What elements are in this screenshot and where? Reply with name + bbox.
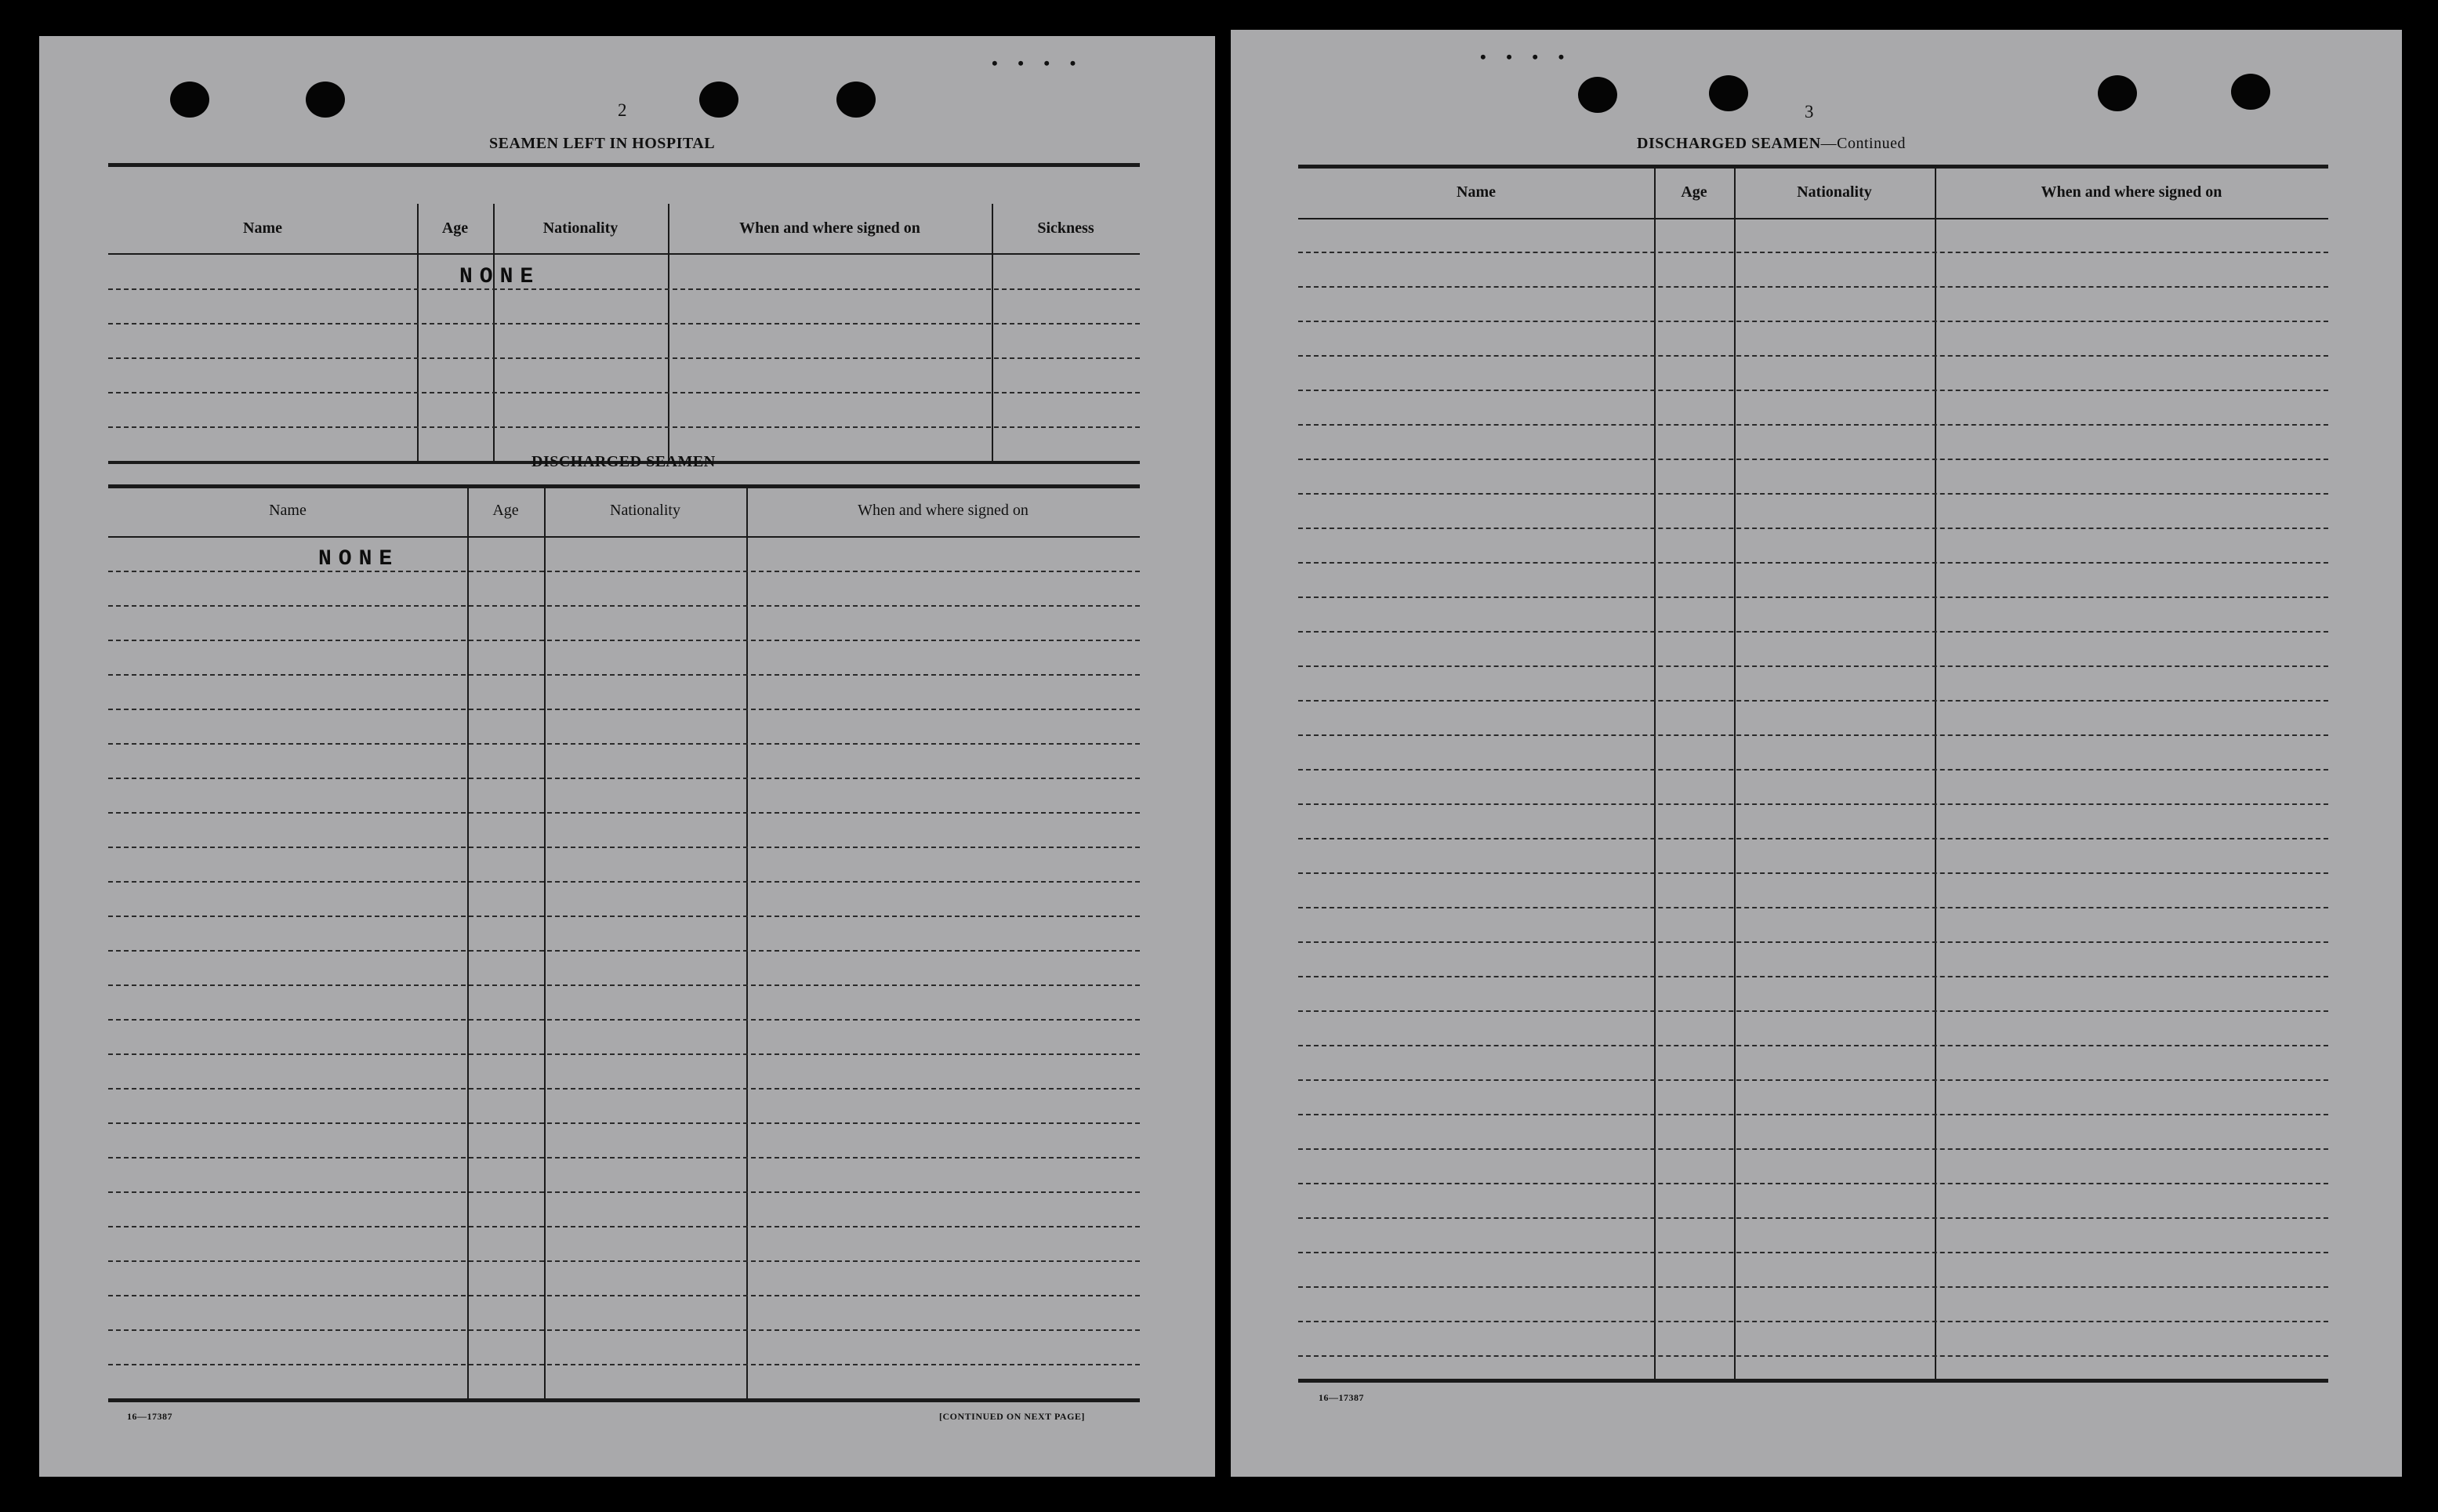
discharged-table — [108, 484, 1140, 1433]
right-section-title — [1637, 135, 1906, 153]
form-number: 16—17387 — [1319, 1392, 1364, 1403]
column-header: Nationality — [610, 502, 680, 519]
column-header: Age — [441, 219, 469, 237]
stamp-dots: • • • • — [1480, 47, 1573, 67]
punch-hole — [836, 82, 876, 118]
punch-hole — [699, 82, 738, 118]
column-header: Name — [243, 219, 282, 237]
column-header: Age — [492, 502, 519, 519]
column-header: Nationality — [1797, 183, 1872, 201]
discharged-section-title: DISCHARGED SEAMEN — [531, 453, 716, 470]
punch-hole — [2098, 75, 2137, 111]
hospital-section-title: SEAMEN LEFT IN HOSPITAL — [489, 135, 716, 152]
discharged-continued-table — [1298, 165, 2328, 1419]
hospital-table — [108, 163, 1140, 477]
section-title-main: DISCHARGED SEAMEN — [1637, 135, 1821, 152]
column-header: When and where signed on — [739, 219, 920, 237]
punch-hole — [1578, 77, 1617, 113]
left-page — [39, 36, 1215, 1477]
column-header: Name — [269, 502, 307, 519]
column-header: When and where signed on — [858, 502, 1029, 519]
punch-hole — [170, 82, 209, 118]
hospital-entry: NONE — [459, 265, 541, 289]
column-header: Name — [1457, 183, 1496, 201]
column-header: Age — [1681, 183, 1707, 201]
section-title-suffix: —Continued — [1820, 135, 1906, 152]
punch-hole — [306, 82, 345, 118]
form-number: 16—17387 — [127, 1411, 172, 1422]
punch-hole — [2231, 74, 2270, 110]
discharged-entry: NONE — [318, 547, 400, 571]
right-page — [1231, 30, 2402, 1477]
column-header: Nationality — [542, 219, 619, 237]
column-header: Sickness — [1037, 219, 1094, 237]
page-number: 3 — [1805, 102, 1814, 121]
page-number: 2 — [618, 100, 627, 120]
stamp-dots: • • • • — [992, 53, 1084, 73]
punch-hole — [1709, 75, 1748, 111]
continued-note: [CONTINUED ON NEXT PAGE] — [939, 1411, 1085, 1422]
column-header: When and where signed on — [2041, 183, 2222, 201]
